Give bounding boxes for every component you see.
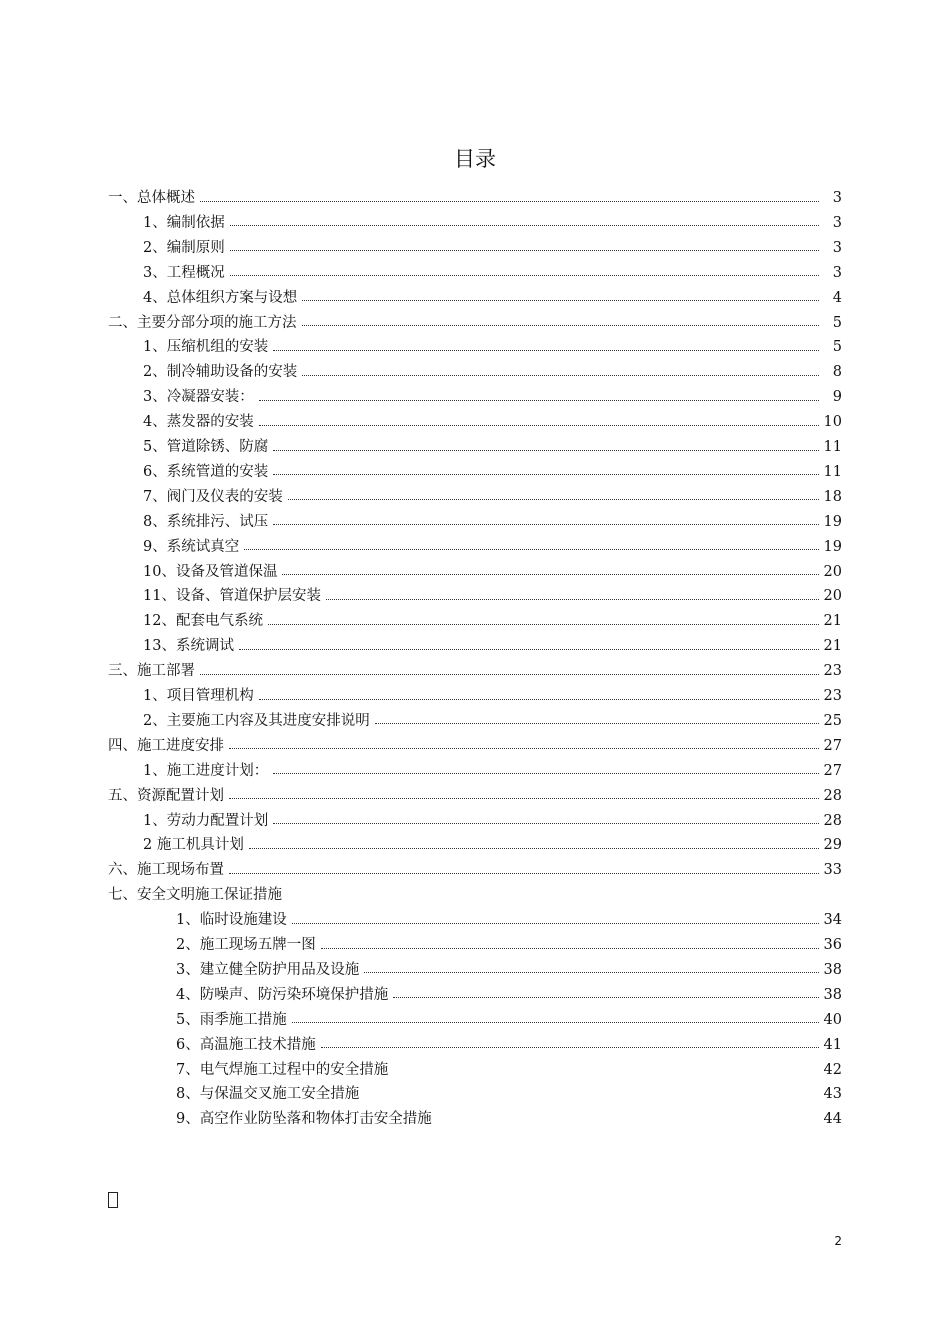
toc-leader-dots	[200, 201, 819, 202]
toc-entry-page: 42	[823, 1061, 842, 1078]
toc-entry-label: 2、制冷辅助设备的安装	[143, 364, 298, 381]
toc-leader-dots	[244, 549, 819, 550]
toc-entry-label: 11、设备、管道保护层安装	[143, 588, 321, 605]
toc-entry-label: 1、施工进度计划：	[143, 762, 269, 779]
toc-leader-dots	[259, 425, 819, 426]
toc-entry	[143, 809, 842, 833]
toc-entry-label: 13、系统调试	[143, 638, 234, 655]
toc-entry-page: 34	[823, 912, 842, 929]
toc-entry	[143, 609, 842, 633]
toc-entry-page: 23	[823, 663, 842, 680]
toc-entry	[176, 1107, 842, 1131]
toc-leader-dots	[230, 250, 819, 251]
toc-entry-page: 19	[823, 513, 842, 530]
toc-entry	[108, 659, 842, 683]
toc-leader-dots	[288, 499, 819, 500]
toc-leader-dots	[273, 450, 819, 451]
toc-entry-label: 4、防噪声、防污染环境保护措施	[176, 986, 389, 1003]
toc-entry	[143, 759, 842, 783]
toc-entry-label: 七、安全文明施工保证措施	[108, 887, 282, 904]
toc-entry-label: 8、与保温交叉施工安全措施	[176, 1086, 360, 1103]
toc-entry	[176, 983, 842, 1007]
toc-entry	[143, 535, 842, 559]
toc-leader-dots	[273, 524, 819, 525]
toc-entry	[108, 784, 842, 808]
placeholder-box-glyph	[108, 1192, 118, 1208]
toc-leader-dots	[292, 1022, 819, 1023]
toc-entry	[143, 211, 842, 235]
page-title: 目录	[454, 147, 496, 171]
toc-entry	[143, 684, 842, 708]
toc-leader-dots	[229, 873, 819, 874]
toc-entry	[176, 1082, 842, 1106]
toc-entry-page: 43	[823, 1086, 842, 1103]
toc-entry	[176, 1033, 842, 1057]
toc-entry-label: 1、压缩机组的安装	[143, 339, 269, 356]
toc-entry-page: 41	[823, 1036, 842, 1053]
toc-entry-page: 3	[832, 264, 842, 281]
toc-entry	[108, 858, 842, 882]
toc-entry-label: 12、配套电气系统	[143, 613, 263, 630]
toc-leader-dots	[259, 699, 819, 700]
toc-entry-label: 5、雨季施工措施	[176, 1011, 287, 1028]
toc-entry	[143, 335, 842, 359]
toc-entry-label: 4、蒸发器的安装	[143, 414, 254, 431]
toc-leader-dots	[302, 300, 819, 301]
toc-leader-dots	[200, 674, 819, 675]
toc-entry-label: 四、施工进度安排	[108, 737, 224, 754]
toc-leader-dots	[273, 823, 819, 824]
toc-leader-dots	[259, 400, 819, 401]
toc-entry-page: 29	[823, 837, 842, 854]
toc-entry-page: 5	[832, 314, 842, 331]
toc-entry-page: 10	[823, 414, 842, 431]
toc-leader-dots	[292, 923, 819, 924]
toc-entry-page: 4	[832, 289, 842, 306]
toc-entry-page: 5	[832, 339, 842, 356]
toc-entry-label: 一、总体概述	[108, 190, 195, 206]
toc-entry-label: 1、临时设施建设	[176, 912, 287, 929]
toc-entry	[143, 560, 842, 584]
toc-entry-label: 2、施工现场五牌一图	[176, 937, 316, 953]
toc-entry	[143, 385, 842, 409]
toc-entry	[108, 734, 842, 758]
toc-entry	[143, 709, 842, 733]
toc-entry	[143, 634, 842, 658]
toc-entry-page: 8	[832, 364, 842, 381]
toc-entry-page: 25	[823, 712, 842, 729]
toc-entry-label: 3、冷凝器安装：	[143, 389, 254, 406]
toc-entry-page: 9	[832, 389, 842, 406]
toc-entry-label: 3、工程概况	[143, 264, 225, 281]
toc-entry-label: 4、总体组织方案与设想	[143, 289, 298, 306]
toc-entry	[143, 510, 842, 534]
toc-entry-label: 3、建立健全防护用品及设施	[176, 961, 360, 978]
toc-entry-label: 1、编制依据	[143, 214, 225, 231]
toc-entry	[108, 186, 842, 210]
toc-entry-page: 23	[823, 688, 842, 704]
toc-entry	[176, 908, 842, 932]
toc-entry	[143, 833, 842, 857]
toc-entry-page: 3	[832, 214, 842, 231]
toc-entry-label: 9、系统试真空	[143, 538, 240, 555]
toc-entry-label: 五、资源配置计划	[108, 787, 224, 804]
toc-entry	[143, 485, 842, 509]
toc-entry	[143, 584, 842, 608]
toc-leader-dots	[239, 649, 819, 650]
toc-leader-dots	[364, 972, 819, 973]
toc-leader-dots	[273, 773, 819, 774]
toc-entry-page: 36	[823, 937, 842, 953]
toc-entry-label: 2 施工机具计划	[143, 837, 244, 854]
toc-entry-label: 5、管道除锈、防腐	[143, 439, 269, 455]
toc-entry-page: 21	[823, 613, 842, 630]
toc-entry-page: 27	[823, 737, 842, 754]
toc-leader-dots	[321, 948, 819, 949]
toc-entry-label: 7、电气焊施工过程中的安全措施	[176, 1061, 389, 1078]
toc-leader-dots	[375, 723, 819, 724]
toc-entry-label: 8、系统排污、试压	[143, 513, 269, 530]
toc-leader-dots	[229, 798, 819, 799]
toc-entry-label: 2、编制原则	[143, 239, 225, 256]
toc-entry-page: 38	[823, 961, 842, 978]
toc-entry-label: 1、劳动力配置计划	[143, 812, 269, 829]
toc-leader-dots	[302, 375, 819, 376]
toc-entry-page: 27	[823, 762, 842, 779]
toc-entry	[143, 286, 842, 310]
toc-entry	[176, 1058, 842, 1082]
toc-leader-dots	[282, 574, 819, 575]
toc-entry	[143, 360, 842, 384]
toc-entry-label: 6、系统管道的安装	[143, 463, 269, 480]
toc-entry-page: 20	[823, 563, 842, 580]
toc-leader-dots	[249, 848, 819, 849]
toc-entry-page: 21	[823, 638, 842, 655]
toc-entry-page: 28	[823, 812, 842, 829]
toc-entry-page: 19	[823, 538, 842, 555]
toc-entry-page: 38	[823, 986, 842, 1003]
toc-entry	[143, 410, 842, 434]
toc-entry-page: 18	[823, 488, 842, 505]
toc-entry-page: 33	[823, 862, 842, 879]
toc-entry	[108, 311, 842, 335]
toc-leader-dots	[273, 350, 819, 351]
toc-entry-page: 20	[823, 588, 842, 605]
toc-entry-label: 2、主要施工内容及其进度安排说明	[143, 712, 370, 729]
toc-entry-label: 1、项目管理机构	[143, 688, 254, 704]
toc-entry-label: 10、设备及管道保温	[143, 563, 278, 580]
toc-leader-dots	[229, 748, 819, 749]
toc-leader-dots	[230, 225, 819, 226]
page-number: 2	[834, 1234, 842, 1248]
toc-leader-dots	[268, 624, 819, 625]
toc-leader-dots	[393, 997, 819, 998]
toc-entry-page: 3	[832, 239, 842, 256]
toc-entry-label: 7、阀门及仪表的安装	[143, 488, 283, 505]
toc-entry-label: 6、高温施工技术措施	[176, 1036, 316, 1053]
toc-entry	[143, 435, 842, 459]
toc-entry-label: 六、施工现场布置	[108, 862, 224, 879]
toc-entry	[176, 933, 842, 957]
toc-leader-dots	[326, 599, 819, 600]
toc-entry	[143, 460, 842, 484]
toc-entry	[143, 236, 842, 260]
toc-entry-page: 11	[823, 463, 842, 480]
toc-entry	[143, 261, 842, 285]
toc-leader-dots	[273, 474, 819, 475]
toc-entry-page: 44	[823, 1111, 842, 1128]
toc-entry-label: 二、主要分部分项的施工方法	[108, 314, 297, 331]
toc-entry	[176, 1008, 842, 1032]
toc-entry-page: 40	[823, 1011, 842, 1028]
toc-entry-label: 9、高空作业防坠落和物体打击安全措施	[176, 1111, 432, 1128]
toc-entry-page: 11	[823, 439, 842, 455]
toc-entry-label: 三、施工部署	[108, 663, 195, 680]
toc-leader-dots	[230, 275, 819, 276]
toc-entry	[108, 883, 842, 907]
toc-entry-page: 3	[832, 190, 842, 206]
toc-leader-dots	[302, 325, 820, 326]
toc-entry	[176, 958, 842, 982]
toc-leader-dots	[321, 1047, 819, 1048]
toc-entry-page: 28	[823, 787, 842, 804]
